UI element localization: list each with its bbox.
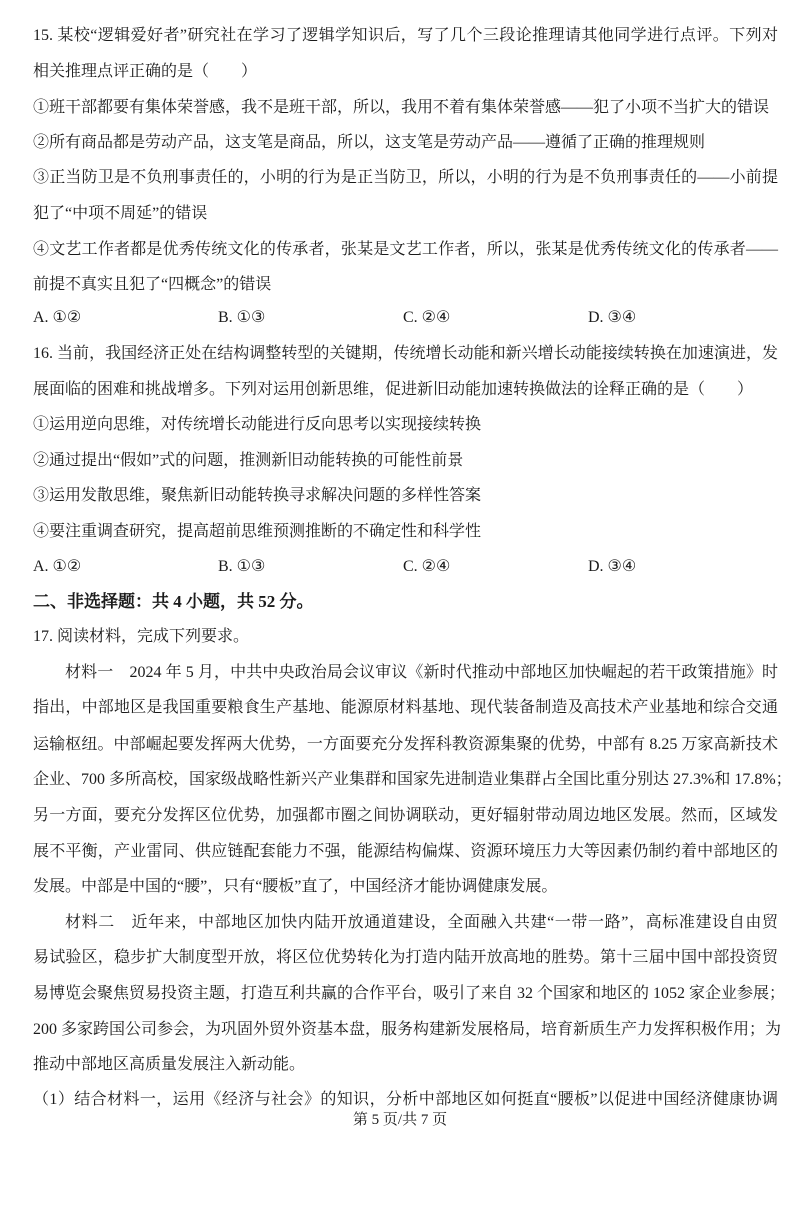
section-heading: 二、非选择题：共 4 小题，共 52 分。 [33, 592, 314, 611]
q15-stem-line: 15. 某校“逻辑爱好者”研究社在学习了逻辑学知识后，写了几个三段论推理请其他同学进行点评。下列对 [33, 27, 778, 44]
q15-item-3: ③正当防卫是不负刑事责任的，小明的行为是正当防卫，所以，小明的行为是不负刑事责任的——小前提 [33, 169, 778, 186]
material-2-line: 易试验区，稳步扩大制度型开放，将区位优势转化为打造内陆开放高地的胜势。第十三届中国中部投资贸 [33, 949, 778, 966]
q17-subquestion-1: （1）结合材料一，运用《经济与社会》的知识，分析中部地区如何挺直“腰板”以促进中国经济健康协调 [33, 1091, 778, 1108]
q15-item-4-cont: 前提不真实且犯了“四概念”的错误 [33, 276, 272, 293]
material-2-line: 材料二 近年来，中部地区加快内陆开放通道建设，全面融入共建“一带一路”，高标准建设自由贸 [65, 914, 778, 931]
q16-option-a: A. ①② [33, 558, 82, 575]
q16-option-d: D. ③④ [588, 558, 637, 575]
q15-item-1: ①班干部都要有集体荣誉感，我不是班干部，所以，我用不着有集体荣誉感——犯了小项不当扩大的错误 [33, 99, 770, 116]
material-1-line: 材料一 2024 年 5 月，中共中央政治局会议审议《新时代推动中部地区加快崛起的若干政策措施》时 [65, 664, 778, 681]
q15-item-4: ④文艺工作者都是优秀传统文化的传承者，张某是文艺工作者，所以，张某是优秀传统文化的传承者—— [33, 241, 778, 258]
q16-item-1: ①运用逆向思维，对传统增长动能进行反向思考以实现接续转换 [33, 416, 482, 433]
q15-item-2: ②所有商品都是劳动产品，这支笔是商品，所以，这支笔是劳动产品——遵循了正确的推理规则 [33, 134, 706, 151]
q16-option-b: B. ①③ [218, 558, 266, 575]
material-1-line: 发展。中部是中国的“腰”，只有“腰板”直了，中国经济才能协调健康发展。 [33, 878, 558, 895]
page-number-footer: 第 5 页/共 7 页 [352, 1112, 448, 1128]
material-1-line: 指出，中部地区是我国重要粮食生产基地、能源原材料基地、现代装备制造及高技术产业基地和综合交通 [33, 699, 778, 716]
material-2-line: 推动中部地区高质量发展注入新动能。 [33, 1056, 306, 1073]
q16-stem-line: 16. 当前，我国经济正处在结构调整转型的关键期，传统增长动能和新兴增长动能接续转换在加速演进，发 [33, 345, 778, 362]
material-2-line: 200 多家跨国公司参会，为巩固外贸外资基本盘，服务构建新发展格局，培育新质生产力发挥积极作用；为 [33, 1021, 782, 1038]
q16-option-c: C. ②④ [403, 558, 451, 575]
q16-stem-line: 展面临的困难和挑战增多。下列对运用创新思维，促进新旧动能加速转换做法的诠释正确的是（ ） [33, 381, 754, 398]
q16-item-4: ④要注重调查研究，提高超前思维预测推断的不确定性和科学性 [33, 523, 482, 540]
q16-item-3: ③运用发散思维，聚焦新旧动能转换寻求解决问题的多样性答案 [33, 487, 482, 504]
q17-stem: 17. 阅读材料，完成下列要求。 [33, 628, 250, 645]
material-1-line: 另一方面，要充分发挥区位优势，加强都市圈之间协调联动，更好辐射带动周边地区发展。然而，区域发 [33, 807, 778, 824]
q15-item-3-cont: 犯了“中项不周延”的错误 [33, 205, 208, 222]
q15-stem-line: 相关推理点评正确的是（ ） [33, 63, 258, 80]
q15-option-b: B. ①③ [218, 309, 266, 326]
material-1-line: 企业、700 多所高校，国家级战略性新兴产业集群和国家先进制造业集群占全国比重分别达 27.3%和 17.8%； [33, 771, 792, 788]
material-1-line: 展不平衡，产业雷同、供应链配套能力不强，能源结构偏煤、资源环境压力大等因素仍制约着中部地区的 [33, 843, 778, 860]
q15-option-d: D. ③④ [588, 309, 637, 326]
material-1-line: 运输枢纽。中部崛起要发挥两大优势，一方面要充分发挥科教资源集聚的优势，中部有 8.25 万家高新技术 [33, 736, 778, 753]
q15-option-c: C. ②④ [403, 309, 451, 326]
material-2-line: 易博览会聚焦贸易投资主题，打造互利共赢的合作平台，吸引了来自 32 个国家和地区的 1052 家企业参展； [33, 985, 786, 1002]
q16-item-2: ②通过提出“假如”式的问题，推测新旧动能转换的可能性前景 [33, 452, 464, 469]
q15-option-a: A. ①② [33, 309, 82, 326]
